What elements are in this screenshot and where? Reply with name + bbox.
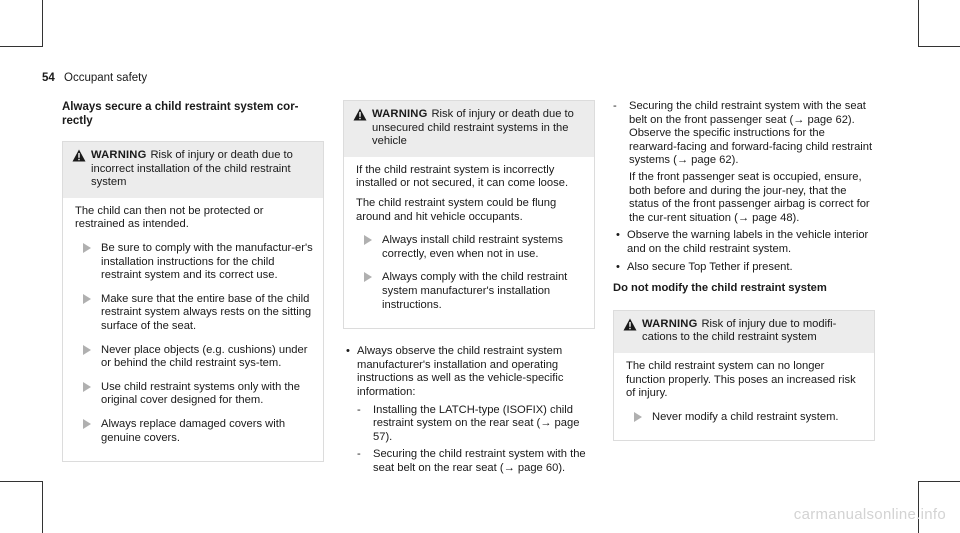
bullet-text: Observe the warning labels in the vehicle interior and on the child restraint system. bbox=[627, 229, 869, 255]
warning-paragraph: The child restraint system can no longer function properly. This poses an increased risk of injury. bbox=[626, 359, 856, 400]
list-item bbox=[613, 261, 875, 275]
warning-paragraph: The child can then not be protected or restrained as intended. bbox=[75, 204, 264, 231]
dash-marker: - bbox=[357, 403, 361, 416]
column-1 bbox=[62, 100, 324, 474]
column-2 bbox=[343, 100, 595, 479]
sub-list bbox=[357, 404, 595, 476]
sub-item-text: Installing the LATCH-type (ISOFIX) child restraint system on the rear seat (→ page 57). bbox=[373, 403, 580, 443]
crop-mark bbox=[918, 46, 960, 47]
page-number: 54 bbox=[42, 72, 55, 84]
step-text: Never place objects (e.g. cushions) under or behind the child restraint sys-tem. bbox=[101, 343, 308, 370]
section-title: Occupant safety bbox=[64, 72, 148, 84]
step-item bbox=[356, 234, 584, 261]
crop-mark bbox=[42, 481, 43, 533]
bullet-text: Also secure Top Tether if present. bbox=[627, 260, 793, 273]
section-heading: Do not modify the child restraint system bbox=[613, 282, 827, 295]
step-text: Make sure that the entire base of the child restraint system always rests on the sitting surface of the seat. bbox=[101, 292, 312, 332]
arrow-right-icon bbox=[634, 412, 642, 422]
warning-box bbox=[343, 100, 595, 329]
step-item bbox=[75, 344, 313, 371]
step-text: Always replace damaged covers with genuine covers. bbox=[101, 417, 286, 444]
warning-triangle-icon bbox=[353, 108, 367, 121]
warning-box bbox=[613, 310, 875, 442]
warning-text: Risk of injury or death due to incorrect installation of the child restraint system bbox=[91, 149, 293, 189]
step-text: Be sure to comply with the manufactur-er's installation instructions for the child restraint system and its correct use. bbox=[101, 241, 313, 282]
page-header bbox=[42, 72, 147, 86]
warning-label: WARNING bbox=[642, 317, 698, 330]
warning-label: WARNING bbox=[372, 108, 428, 120]
arrow-right-icon bbox=[364, 272, 372, 282]
warning-body bbox=[344, 157, 594, 328]
arrow-right-icon bbox=[83, 243, 91, 253]
warning-paragraph: If the child restraint system is incorrectly installed or not secured, it can come loose. bbox=[356, 163, 569, 190]
warning-text: Risk of injury or death due to unsecured child restraint systems in the vehicle bbox=[372, 108, 574, 148]
step-item bbox=[75, 381, 313, 408]
step-text: Use child restraint systems only with the original cover designed for them. bbox=[101, 380, 300, 407]
warning-box bbox=[62, 141, 324, 462]
crop-mark bbox=[0, 481, 42, 482]
column-3 bbox=[613, 100, 875, 453]
crop-mark bbox=[918, 481, 960, 482]
sub-item-text: Securing the child restraint system with the seat belt on the rear seat (→ page 60). bbox=[373, 448, 586, 474]
arrow-right-icon bbox=[83, 382, 91, 392]
crop-mark bbox=[0, 46, 42, 47]
arrow-right-icon bbox=[364, 235, 372, 245]
warning-header bbox=[344, 101, 594, 157]
dash-marker: - bbox=[613, 100, 617, 112]
sub-list bbox=[613, 100, 875, 225]
warning-label: WARNING bbox=[91, 149, 147, 161]
step-text: Always install child restraint systems correctly, even when not in use. bbox=[382, 234, 563, 260]
bullet-list bbox=[613, 229, 875, 274]
list-item bbox=[613, 229, 875, 256]
step-item bbox=[626, 411, 864, 425]
warning-triangle-icon bbox=[623, 318, 637, 331]
sub-list-item bbox=[613, 100, 875, 225]
step-text: Never modify a child restraint system. bbox=[652, 410, 839, 423]
crop-mark bbox=[918, 0, 919, 47]
warning-triangle-icon bbox=[72, 149, 86, 162]
sub-list-item bbox=[357, 448, 595, 475]
step-item bbox=[75, 418, 313, 445]
section-heading: Always secure a child restraint system cor-rectly bbox=[62, 101, 299, 127]
arrow-right-icon bbox=[83, 419, 91, 429]
step-item bbox=[75, 242, 313, 283]
step-item bbox=[75, 293, 313, 334]
arrow-right-icon bbox=[83, 294, 91, 304]
arrow-right-icon bbox=[83, 345, 91, 355]
warning-body bbox=[614, 353, 874, 440]
warning-paragraph: The child restraint system could be flung around and hit vehicle occupants. bbox=[356, 196, 557, 223]
dash-marker: - bbox=[357, 448, 361, 461]
crop-mark bbox=[42, 0, 43, 47]
step-text: Always comply with the child restraint system manufacturer's installation instructions. bbox=[382, 271, 568, 311]
sub-list-item bbox=[357, 404, 595, 445]
step-item bbox=[356, 271, 584, 312]
bullet-text: Always observe the child restraint system manufacturer's installation and operating instructions as well as the vehicle-specific information: bbox=[357, 345, 564, 398]
sub-item-text: Securing the child restraint system with the seat belt on the front passenger seat (→ page 62). Observe the specific instructions for the rearward-facing and forward-facing child restraint systems (→ page 62). bbox=[629, 100, 873, 167]
warning-body bbox=[63, 198, 323, 461]
list-item bbox=[343, 345, 595, 475]
warning-header bbox=[63, 142, 323, 198]
sub-item-note: If the front passenger seat is occupied, ensure, both before and during the jour-ney, that the status of the front passenger airbag is correct for the cur-rent situation (→ page 48). bbox=[629, 170, 870, 224]
warning-header bbox=[614, 311, 874, 353]
watermark: carmanualsonline.info bbox=[793, 506, 946, 523]
warning-text: Risk of injury due to modifi-cations to the child restraint system bbox=[642, 317, 837, 344]
bullet-list bbox=[343, 345, 595, 475]
